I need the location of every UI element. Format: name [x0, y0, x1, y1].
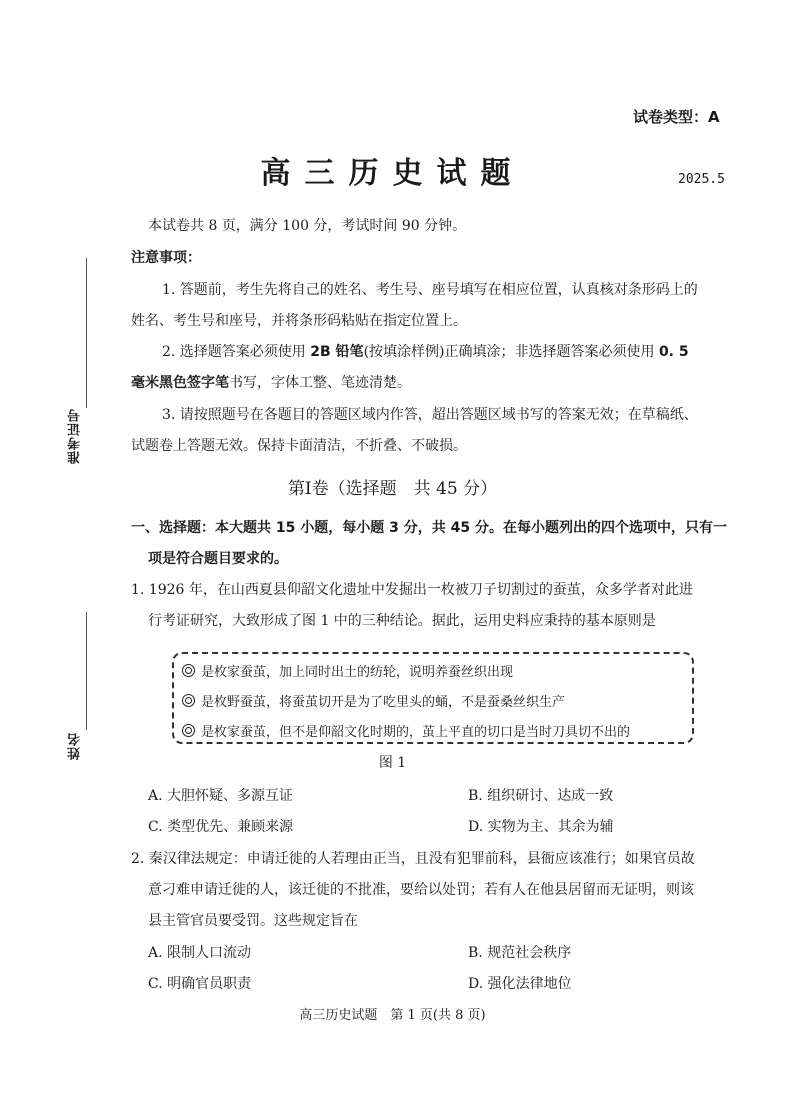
question-2-option-b: B. 规范社会秩序: [468, 945, 572, 961]
notice-2-bold-2: 0. 5: [658, 344, 689, 360]
double-circle-icon: [182, 694, 195, 707]
question-1-option-d: D. 实物为主、其余为辅: [468, 819, 614, 835]
notice-2-text-2: (按填涂样例)正确填涂；非选择题答案必须使用: [363, 344, 659, 360]
question-2-stem-c: 县主管官员要受罚。这些规定旨在: [148, 913, 358, 929]
question-1-option-a: A. 大胆怀疑、多源互证: [148, 788, 294, 804]
notice-2-text-1: 2. 选择题答案必须使用: [162, 344, 311, 360]
figure-1-caption: 图 1: [378, 755, 407, 771]
notice-3-line-b: 试题卷上答题无效。保持卡面清洁，不折叠、不破损。: [131, 438, 467, 454]
notice-2-bold-1: 2B 铅笔: [310, 344, 364, 360]
question-2-option-d: D. 强化法律地位: [468, 976, 572, 992]
notice-1-line-b: 姓名、考生号和座号，并将条形码粘贴在指定位置上。: [131, 313, 467, 329]
page-title: 高三历史试题: [260, 156, 525, 191]
section-instruction-b: 项是符合题目要求的。: [148, 551, 288, 567]
notice-3-line-a: 3. 请按照题号在各题目的答题区域内作答，超出答题区域书写的答案无效；在草稿纸、: [162, 407, 698, 423]
page-footer: 高三历史试题 第 1 页(共 8 页): [299, 1008, 486, 1023]
section-title: 第Ⅰ卷（选择题 共 45 分）: [287, 479, 498, 499]
notice-2-bold-3: 毫米黑色签字笔: [131, 375, 229, 391]
notice-2-line-a: [162, 342, 689, 362]
exam-number-label: 准考证号: [68, 408, 83, 464]
notice-2-line-b: [131, 373, 411, 393]
figure-1-line-text: 是枚野蚕茧，将蚕茧切开是为了吃里头的蛹，不是蚕桑丝织生产: [201, 695, 566, 710]
question-2-stem-b: 意刁难申请迁徙的人，该迁徙的不批准，要给以处罚；若有人在他县居留而无证明，则该: [148, 882, 694, 898]
double-circle-icon: [182, 664, 195, 677]
figure-1-line-text: 是枚家蚕茧，但不是仰韶文化时期的，茧上平直的切口是当时刀具切不出的: [201, 725, 631, 740]
question-1-option-b: B. 组织研讨、达成一致: [468, 788, 614, 804]
question-2-option-a: A. 限制人口流动: [148, 945, 252, 961]
figure-1-line: [182, 661, 513, 680]
notice-2-text-3: 书写，字体工整、笔迹清楚。: [229, 375, 411, 391]
figure-1-line: [182, 721, 630, 740]
section-instruction-a: 一、选择题：本大题共 15 小题，每小题 3 分，共 45 分。在每小题列出的四个选项中，只有一: [131, 520, 727, 536]
notice-1-line-a: 1. 答题前，考生先将自己的姓名、考生号、座号填写在相应位置，认真核对条形码上的: [162, 282, 698, 298]
figure-1-line-text: 是枚家蚕茧，加上同时出土的纺轮，说明养蚕丝织出现: [201, 665, 514, 680]
intro-line: 本试卷共 8 页，满分 100 分，考试时间 90 分钟。: [148, 218, 467, 234]
name-label: 姓名: [68, 732, 83, 760]
double-circle-icon: [182, 724, 195, 737]
question-1-stem-b: 行考证研究，大致形成了图 1 中的三种结论。据此，运用史料应秉持的基本原则是: [148, 613, 656, 629]
question-2-option-c: C. 明确官员职责: [148, 976, 252, 992]
figure-1-line: [182, 691, 565, 710]
question-1-option-c: C. 类型优先、兼顾来源: [148, 819, 294, 835]
notice-heading: 注意事项：: [131, 250, 201, 266]
exam-date: 2025.5: [678, 172, 725, 187]
question-2-stem-a: 2. 秦汉律法规定：申请迁徙的人若理由正当，且没有犯罪前科，县衙应该准行；如果官员故: [131, 851, 695, 867]
name-line: [86, 612, 87, 730]
exam-number-line: [86, 258, 87, 408]
question-1-stem-a: 1. 1926 年，在山西夏县仰韶文化遗址中发掘出一枚被刀子切割过的蚕茧，众多学者对此进: [131, 582, 693, 598]
paper-type-label: 试卷类型：A: [633, 108, 720, 126]
